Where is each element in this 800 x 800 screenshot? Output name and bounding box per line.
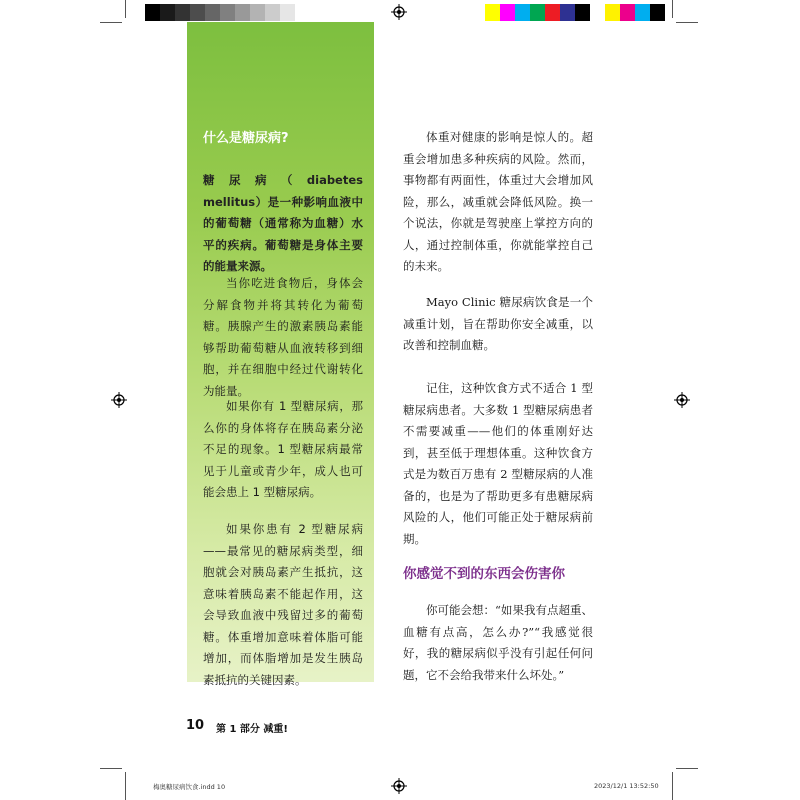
calibration-swatch (530, 4, 545, 21)
sidebar-paragraph-digestion: 当你吃进食物后，身体会分解食物并将其转化为葡萄糖。胰腺产生的激素胰岛素能够帮助葡萄糖从血液转移到细胞，并在细胞中经过代谢转化为能量。 (203, 276, 363, 398)
sidebar-paragraph-definition: 糖尿病（diabetes mellitus）是一种影响血液中的葡萄糖（通常称为血糖）水平的疾病。葡萄糖是身体主要的能量来源。 (203, 173, 363, 273)
crop-mark (676, 768, 698, 769)
calibration-swatch (590, 4, 605, 21)
crop-mark (125, 772, 126, 800)
calibration-swatch (295, 4, 310, 21)
grayscale-calibration-bar (145, 4, 310, 21)
calibration-swatch (650, 4, 665, 21)
registration-mark-top (391, 4, 407, 20)
color-calibration-bar (485, 4, 665, 21)
registration-mark-right (674, 392, 690, 408)
body-paragraph-section: 你可能会想：“如果我有点超重、血糖有点高，怎么办?”“我感觉很好，我的糖尿病似乎没有引起任何问题，它不会给我带来什么坏处。” (403, 603, 593, 682)
registration-mark-bottom (391, 778, 407, 794)
running-footer: 第 1 部分 减重! (216, 724, 288, 735)
slug-filename: 梅奥糖尿病饮食.indd 10 (153, 783, 226, 791)
slug-timestamp: 2023/12/1 13:52:50 (594, 782, 659, 790)
crop-mark (100, 22, 122, 23)
sidebar-paragraph-type2: 如果你患有 2 型糖尿病——最常见的糖尿病类型，细胞就会对胰岛素产生抵抗，这意味着胰岛素不能起作用，这会导致血液中残留过多的葡萄糖。体重增加意味着体脂可能增加，而体脂增加是发生胰岛素抵抗的关键因素。 (203, 522, 363, 687)
crop-mark (100, 768, 122, 769)
calibration-swatch (605, 4, 620, 21)
crop-mark (672, 772, 673, 800)
calibration-swatch (175, 4, 190, 21)
body-paragraph-reminder: 记住，这种饮食方式不适合 1 型糖尿病患者。大多数 1 型糖尿病患者不需要减重——他们的体重刚好达到，甚至低于理想体重。这种饮食方式是为数百万患有 2 型糖尿病的人准备的，也是为了帮助更多有患糖尿病风险的人，他们可能正处于糖尿病前期。 (403, 381, 593, 546)
calibration-swatch (560, 4, 575, 21)
calibration-swatch (635, 4, 650, 21)
calibration-swatch (500, 4, 515, 21)
section-heading: 你感觉不到的东西会伤害你 (403, 566, 565, 582)
calibration-swatch (515, 4, 530, 21)
calibration-swatch (620, 4, 635, 21)
crop-mark (672, 0, 673, 18)
registration-mark-left (111, 392, 127, 408)
calibration-swatch (265, 4, 280, 21)
calibration-swatch (575, 4, 590, 21)
sidebar-paragraph-type1: 如果你有 1 型糖尿病，那么你的身体将存在胰岛素分泌不足的现象。1 型糖尿病最常见于儿童或青少年，成人也可能会患上 1 型糖尿病。 (203, 399, 363, 499)
calibration-swatch (205, 4, 220, 21)
body-paragraph-plan: Mayo Clinic 糖尿病饮食是一个减重计划，旨在帮助你安全减重，以改善和控制血糖。 (403, 295, 593, 352)
calibration-swatch (485, 4, 500, 21)
body-paragraph-weight: 体重对健康的影响是惊人的。超重会增加患多种疾病的风险。然而，事物都有两面性，体重过大会增加风险，那么，减重就会降低风险。换一个说法，你就是驾驶座上掌控方向的人，通过控制体重，你就能掌控自己的未来。 (403, 130, 593, 273)
calibration-swatch (145, 4, 160, 21)
calibration-swatch (220, 4, 235, 21)
calibration-swatch (160, 4, 175, 21)
page-number: 10 (186, 718, 205, 733)
calibration-swatch (545, 4, 560, 21)
crop-mark (676, 22, 698, 23)
calibration-swatch (280, 4, 295, 21)
calibration-swatch (190, 4, 205, 21)
calibration-swatch (235, 4, 250, 21)
calibration-swatch (250, 4, 265, 21)
crop-mark (125, 0, 126, 18)
sidebar-title: 什么是糖尿病? (203, 131, 289, 146)
